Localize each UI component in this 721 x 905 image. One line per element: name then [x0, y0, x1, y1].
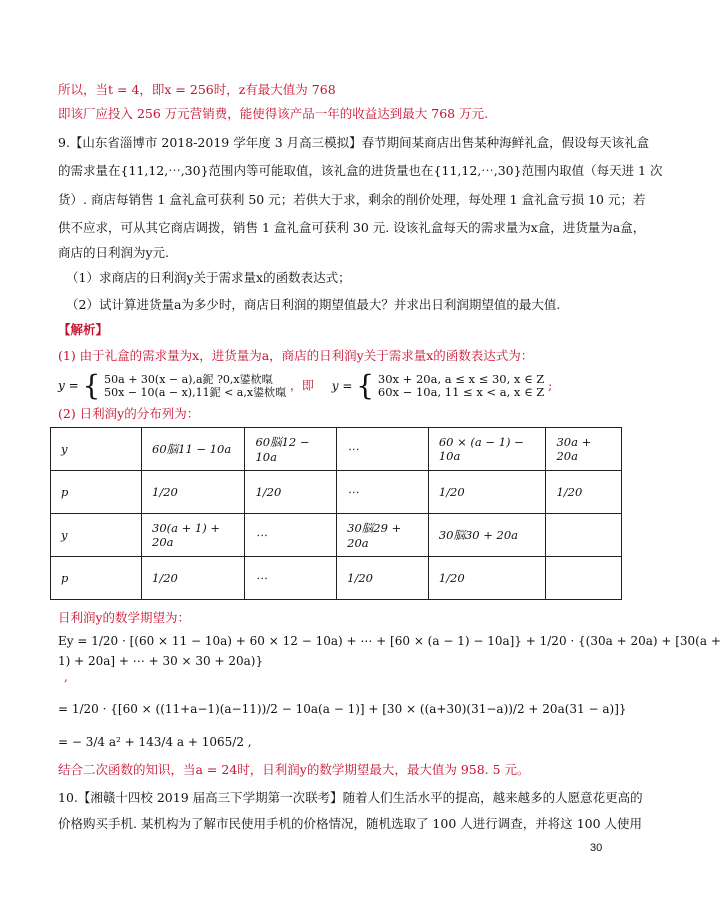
expectation-heading: 日利润y的数学期望为： [58, 610, 191, 625]
table-cell: y [51, 514, 142, 557]
table-row [51, 471, 622, 514]
case-left-1: 50a + 30(x − a),a鈮 ?0,x鍙栨暣 [104, 373, 273, 386]
table-cell: 30脳29 + 20a [337, 514, 429, 557]
table-cell [546, 514, 622, 557]
table-cell: ⋯ [245, 557, 337, 600]
table-cell: p [51, 557, 142, 600]
table-cell: 1/20 [337, 557, 429, 600]
comma: , [64, 670, 68, 684]
table-cell: 30(a + 1) + 20a [142, 514, 245, 557]
table-cell: y [51, 428, 142, 471]
analysis-heading: 【解析】 [58, 322, 109, 337]
case-group-left [104, 373, 286, 399]
case-right-2: 60x − 10a, 11 ≤ x < a, x ∈ Z [377, 385, 545, 399]
table-cell: 60 × (a − 1) − 10a [428, 428, 546, 471]
problem-10-header: 10.【湘赣十四校 2019 届高三下学期第一次联考】随着人们生活水平的提高，越来越多的人愿意花更高的 [58, 790, 643, 805]
expectation-line-2: 1) + 20a] + ⋯ + 30 × 30 + 20a)} [58, 654, 264, 668]
semicolon: ; [548, 378, 553, 393]
text-line: 即该厂应投入 256 万元营销费，能使得该产品一年的收益达到最大 768 万元. [58, 106, 489, 121]
case-right-1: 30x + 20a, a ≤ x ≤ 30, x ∈ Z [377, 372, 545, 386]
text-line: 货）. 商店每销售 1 盒礼盒可获利 50 元；若供大于求，剩余的削价处理，每处理 1 盒礼盒亏损 10 元；若 [58, 192, 646, 207]
table-cell: 1/20 [428, 471, 546, 514]
conclusion-line: 结合二次函数的知识，当a = 24时，日利润y的数学期望最大，最大值为 958. 5 元。 [58, 762, 530, 777]
table-cell: ⋯ [337, 471, 429, 514]
question-2: （2）试计算进货量a为多少时，商店日利润的期望值最大？并求出日利润期望值的最大值. [66, 297, 561, 312]
table-cell: 1/20 [142, 471, 245, 514]
expectation-line-1: Ey = 1/20 · [(60 × 11 − 10a) + 60 × 12 − 10a) + ⋯ + [60 × (a − 1) − 10a]} + 1/20 · {(30a + 20a) + [30(a + [58, 634, 721, 648]
text-line: 所以，当t = 4，即x = 256时，z有最大值为 768 [58, 82, 336, 97]
table-cell: 60脳12 − 10a [245, 428, 337, 471]
solution-part-1: (1) 由于礼盒的需求量为x，进货量为a，商店的日利润y关于需求量x的函数表达式为： [58, 348, 534, 363]
table-cell: 1/20 [142, 557, 245, 600]
table-cell [546, 557, 622, 600]
connector-text: ，即 [289, 378, 314, 393]
left-brace-2: { [356, 369, 375, 402]
y-equals-2: y = [331, 378, 353, 393]
problem-9-header: 9.【山东省淄博市 2018-2019 学年度 3 月高三模拟】春节期间某商店出售某种海鲜礼盒，假设每天该礼盒 [58, 135, 650, 150]
solution-part-2: (2) 日利润y的分布列为： [58, 406, 200, 421]
table-cell: ⋯ [337, 428, 429, 471]
left-brace: { [82, 369, 101, 402]
text-line: 的需求量在{11,12,⋯,30}范围内等可能取值，该礼盒的进货量也在{11,12,⋯,30}范围内取值（每天进 1 次 [58, 163, 663, 178]
text-line: 价格购买手机. 某机构为了解市民使用手机的价格情况，随机选取了 100 人进行调查，并将这 100 人使用 [58, 816, 643, 831]
table-cell: 1/20 [428, 557, 546, 600]
y-equals: y = [58, 378, 79, 393]
page-number: 30 [590, 842, 603, 854]
case-left-2: 50x − 10(a − x),11鈮 < a,x鍙栨暣 [104, 386, 287, 399]
table-cell: 30a + 20a [546, 428, 622, 471]
case-group-right [378, 373, 544, 399]
text-line: 供不应求，可从其它商店调拨，销售 1 盒礼盒可获利 30 元. 设该礼盒每天的需求量为x盒，进货量为a盒， [58, 220, 646, 235]
table-cell: 1/20 [546, 471, 622, 514]
question-1: （1）求商店的日利润y关于需求量x的函数表达式； [66, 270, 351, 285]
table-row [51, 557, 622, 600]
expectation-line-4: = − 3/4 a² + 143/4 a + 1065/2 , [58, 735, 252, 749]
table-cell: p [51, 471, 142, 514]
piecewise-function [58, 369, 553, 402]
table-cell: ⋯ [245, 514, 337, 557]
table-row [51, 514, 622, 557]
text-line: 商店的日利润为y元. [58, 245, 170, 260]
table-row [51, 428, 622, 471]
table-cell: 1/20 [245, 471, 337, 514]
table-cell: 30脳30 + 20a [428, 514, 546, 557]
expectation-line-3: = 1/20 · {[60 × ((11+a−1)(a−11))/2 − 10a(a − 1)] + [30 × ((a+30)(31−a))/2 + 20a(31 − a)]} [58, 702, 627, 716]
table-cell: 60脳11 − 10a [142, 428, 245, 471]
distribution-table [50, 427, 622, 600]
